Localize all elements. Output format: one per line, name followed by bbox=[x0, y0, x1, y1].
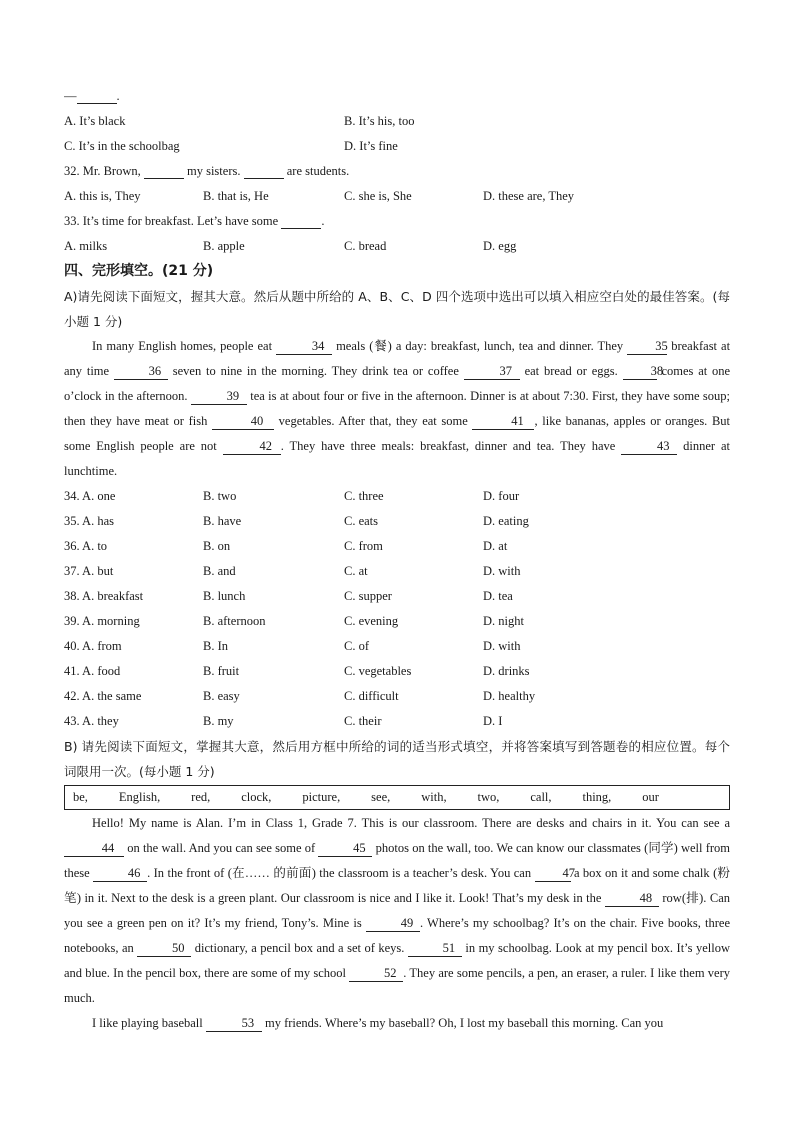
exam-page bbox=[64, 84, 730, 1036]
mc-question-row bbox=[64, 584, 730, 609]
mc-option-num: 35. A. has bbox=[64, 514, 114, 528]
word-box-item: red, bbox=[191, 790, 211, 804]
q31-options-row-1 bbox=[64, 109, 730, 134]
q31-option-b: B. It’s his, too bbox=[344, 114, 415, 128]
blank-52: 52 bbox=[349, 965, 403, 982]
word-box-item: clock, bbox=[241, 790, 272, 804]
mc-option-num: 38. A. breakfast bbox=[64, 589, 144, 603]
word-box-item: picture, bbox=[302, 790, 341, 804]
blank-43: 43 bbox=[621, 438, 677, 455]
mc-option-c: C. vegetables bbox=[344, 664, 412, 678]
blank-42: 42 bbox=[223, 438, 281, 455]
mc-option-d: D. with bbox=[483, 639, 521, 653]
mc-option-c: C. their bbox=[344, 714, 382, 728]
mc-option-b: B. easy bbox=[203, 689, 240, 703]
mc-question-row bbox=[64, 709, 730, 734]
mc-option-d: D. eating bbox=[483, 514, 529, 528]
mc-option-d: D. night bbox=[483, 614, 524, 628]
part-a-options-list bbox=[64, 484, 730, 734]
word-box bbox=[64, 785, 730, 810]
blank-37: 37 bbox=[464, 363, 520, 380]
word-box-item: call, bbox=[530, 790, 552, 804]
mc-option-c: C. at bbox=[344, 564, 368, 578]
mc-option-num: 34. A. one bbox=[64, 489, 116, 503]
mc-option-num: 42. A. the same bbox=[64, 689, 142, 703]
blank-51: 51 bbox=[408, 940, 462, 957]
q32-options: A. this is, They B. that is, He C. she is, She D. these are, They bbox=[64, 189, 575, 203]
mc-question-row bbox=[64, 534, 730, 559]
blank-47: 47 bbox=[535, 865, 571, 882]
word-box-item: be, bbox=[73, 790, 88, 804]
mc-option-d: D. tea bbox=[483, 589, 513, 603]
blank-36: 36 bbox=[114, 363, 168, 380]
mc-option-num: 39. A. morning bbox=[64, 614, 140, 628]
mc-question-row bbox=[64, 659, 730, 684]
answer-blank bbox=[281, 214, 321, 229]
mc-option-num: 41. A. food bbox=[64, 664, 121, 678]
q31-option-c: C. It’s in the schoolbag bbox=[64, 139, 180, 153]
blank-35: 35 bbox=[627, 338, 667, 355]
mc-question-row bbox=[64, 484, 730, 509]
section-title: 四、完形填空。(21 分) bbox=[64, 263, 214, 279]
part-b-passage: Hello! My name is Alan. I’m in Class 1, Grade 7. This is our classroom. There are desks and chairs in it. You can see a 44 on the wall. And you can see some of 45 photos on the wall, too. We can know our classmates (同学) well from these 46 . In the front of (在…… 的前面) the classroom is a teacher’s desk. You can 47 a box on it and some chalk (粉笔) in it. Next to the desk is a green plant. Our classroom is nice and I like it. Look! That’s my desk in the 48 row(排). Can you see a green pen on it? It’s my friend, Tony’s. Mine is 49 . Where’s my schoolbag? It’s on the chair. Five books, three notebooks, an 50 dictionary, a pencil box and a set of keys. 51 in my schoolbag. Look at my pencil box. It’s yellow and blue. In the pencil box, there are some of my school 52 . They are some pencils, a pen, an eraser, a ruler. I like them very much. bbox=[64, 816, 731, 1005]
q31-option-d: D. It’s fine bbox=[344, 139, 398, 153]
mc-option-d: D. four bbox=[483, 489, 520, 503]
q32-stem: 32. Mr. Brown, my sisters. are students. bbox=[64, 164, 350, 178]
blank-41: 41 bbox=[472, 413, 534, 430]
part-a-instruction: A)请先阅读下面短文，握其大意。然后从题中所给的 A、B、C、D 四个选项中选出可以填入相应空白处的最佳答案。(每小题 1 分) bbox=[64, 289, 730, 329]
mc-option-d: D. healthy bbox=[483, 689, 536, 703]
blank-53: 53 bbox=[206, 1015, 262, 1032]
mc-option-d: D. at bbox=[483, 539, 508, 553]
mc-question-row bbox=[64, 634, 730, 659]
word-box-item: with, bbox=[421, 790, 447, 804]
blank-46: 46 bbox=[93, 865, 147, 882]
mc-option-d: D. I bbox=[483, 714, 503, 728]
mc-question-row bbox=[64, 609, 730, 634]
blank-49: 49 bbox=[366, 915, 420, 932]
mc-option-b: B. and bbox=[203, 564, 236, 578]
mc-option-b: B. In bbox=[203, 639, 228, 653]
word-box-item: our bbox=[642, 790, 659, 804]
mc-option-b: B. fruit bbox=[203, 664, 240, 678]
answer-blank bbox=[77, 89, 117, 104]
q31-option-a: A. It’s black bbox=[64, 114, 126, 128]
mc-question-row bbox=[64, 684, 730, 709]
mc-option-c: C. eats bbox=[344, 514, 379, 528]
answer-blank bbox=[144, 164, 184, 179]
mc-question-row bbox=[64, 509, 730, 534]
q33-options: A. milks B. apple C. bread D. egg bbox=[64, 239, 517, 253]
mc-option-c: C. evening bbox=[344, 614, 399, 628]
mc-option-b: B. have bbox=[203, 514, 242, 528]
mc-option-c: C. three bbox=[344, 489, 384, 503]
mc-option-b: B. afternoon bbox=[203, 614, 266, 628]
q31-options-row-2 bbox=[64, 134, 730, 159]
mc-option-c: C. supper bbox=[344, 589, 392, 603]
mc-option-d: D. drinks bbox=[483, 664, 530, 678]
mc-option-b: B. lunch bbox=[203, 589, 246, 603]
mc-option-num: 37. A. but bbox=[64, 564, 114, 578]
blank-38: 38 bbox=[623, 363, 657, 380]
part-b-instruction: B) 请先阅读下面短文，掌握其大意，然后用方框中所给的词的适当形式填空，并将答案填写到答题卷的相应位置。每个词限用一次。(每小题 1 分) bbox=[64, 739, 730, 779]
word-box-item: thing, bbox=[582, 790, 612, 804]
mc-option-b: B. my bbox=[203, 714, 234, 728]
blank-50: 50 bbox=[137, 940, 191, 957]
blank-48: 48 bbox=[605, 890, 659, 907]
part-a-passage: In many English homes, people eat 34 meals (餐) a day: breakfast, lunch, tea and dinner. They 35 breakfast at any time 36 seven to nine in the morning. They drink tea or coffee 37 eat bread or eggs. 38 comes at one o’clock in the afternoon. 39 tea is at about four or five in the afternoon. Dinner is at about 7:30. First, they have some soup; then they have meat or fish 40 vegetables. After that, they eat some 41 , like bananas, apples or oranges. But some English people are not 42 . They have three meals: breakfast, dinner and tea. They have 43 dinner at lunchtime. bbox=[64, 339, 731, 478]
q33-stem: 33. It’s time for breakfast. Let’s have some . bbox=[64, 214, 325, 228]
mc-option-num: 36. A. to bbox=[64, 539, 108, 553]
mc-option-num: 40. A. from bbox=[64, 639, 122, 653]
blank-44: 44 bbox=[64, 840, 124, 857]
dash: — bbox=[64, 89, 77, 103]
word-box-item: two, bbox=[477, 790, 500, 804]
mc-option-b: B. two bbox=[203, 489, 237, 503]
mc-option-b: B. on bbox=[203, 539, 231, 553]
answer-blank bbox=[244, 164, 284, 179]
blank-45: 45 bbox=[318, 840, 372, 857]
part-b-passage-2: I like playing baseball 53 my friends. Where’s my baseball? Oh, I lost my baseball this morning. Can you bbox=[92, 1016, 664, 1030]
mc-option-d: D. with bbox=[483, 564, 521, 578]
mc-option-c: C. of bbox=[344, 639, 369, 653]
word-box-item: English, bbox=[118, 790, 161, 804]
mc-option-c: C. difficult bbox=[344, 689, 399, 703]
blank-39: 39 bbox=[191, 388, 247, 405]
q31-answer-line: — . bbox=[64, 89, 120, 103]
blank-34: 34 bbox=[276, 338, 332, 355]
mc-option-c: C. from bbox=[344, 539, 383, 553]
word-box-item: see, bbox=[371, 790, 391, 804]
blank-40: 40 bbox=[212, 413, 274, 430]
mc-option-num: 43. A. they bbox=[64, 714, 119, 728]
mc-question-row bbox=[64, 559, 730, 584]
